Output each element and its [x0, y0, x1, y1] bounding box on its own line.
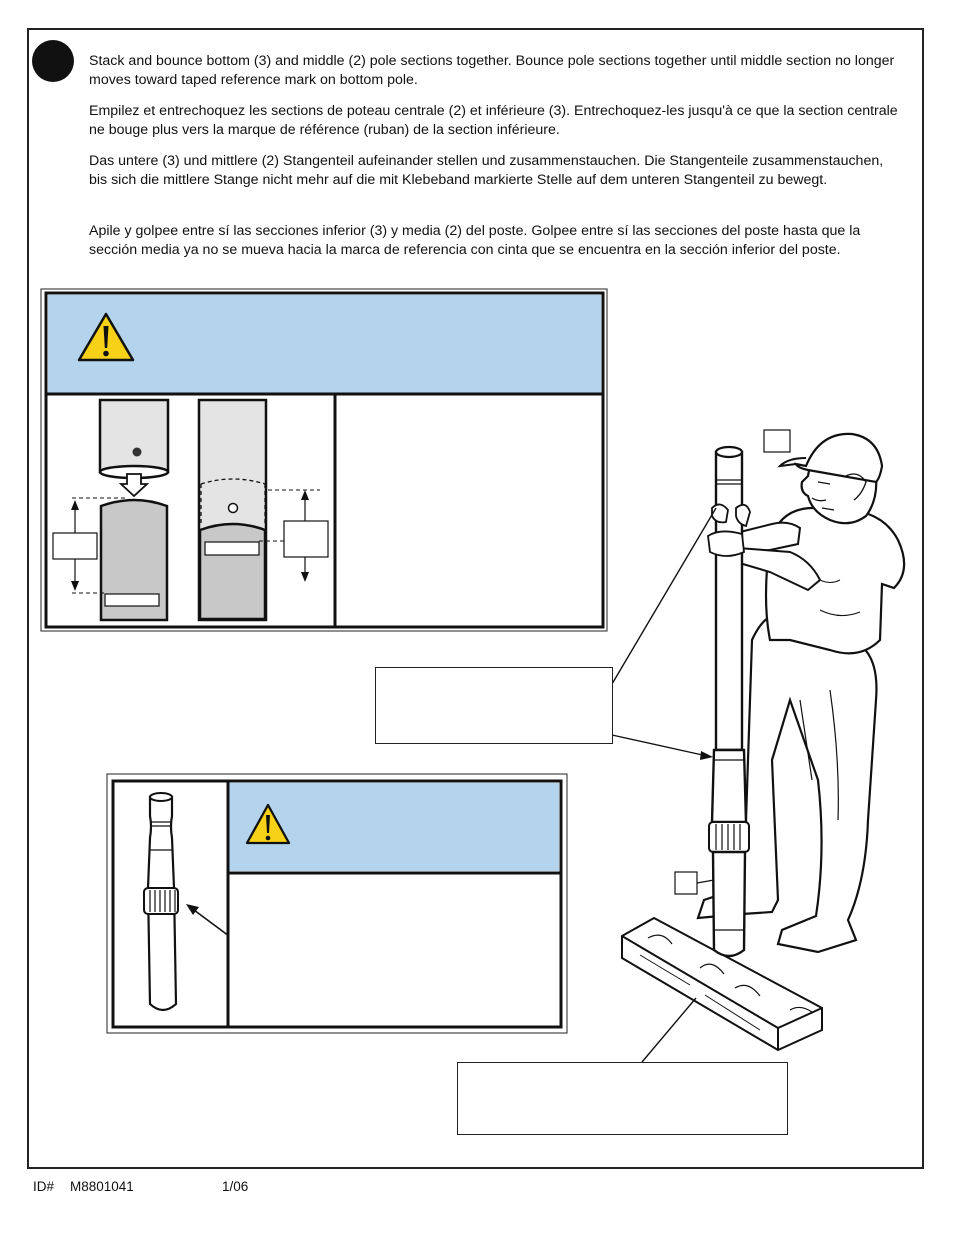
person-bouncing-pole-illustration: [612, 430, 904, 1062]
warning-header-panel: [48, 295, 601, 393]
callout-box-board: [457, 1062, 788, 1135]
footer-id-label: ID#: [33, 1179, 55, 1194]
instruction-german: Das untere (3) und mittlere (2) Stangenteil aufeinander stellen und zusammenstauchen. Die Stangenteile zusammenstauchen, bis sich die mittlere Stange nicht mehr auf die mit Klebeband markierte Stelle auf dem unteren Stangenteil zu bewegt.: [89, 153, 884, 188]
warning-box-1: [41, 289, 607, 631]
part-number-box-bottom: [675, 872, 697, 894]
callout-box-pole-joint: [375, 667, 613, 744]
instruction-french: Empilez et entrechoquez les sections de poteau centrale (2) et inférieure (3). Entrechoquez-les jusqu'à ce que la section centrale ne bouge plus vers la marque de référence (ruban) de la section inférieure.: [89, 103, 898, 138]
footer-date: 1/06: [222, 1179, 249, 1194]
part-number-box-top: [764, 430, 790, 452]
warning-box-2: [107, 774, 567, 1033]
instruction-english: Stack and bounce bottom (3) and middle (2) pole sections together. Bounce pole sections together until middle section no longer moves toward taped reference mark on bottom pole.: [89, 53, 895, 88]
instruction-spanish: Apile y golpee entre sí las secciones inferior (3) y media (2) del poste. Golpee entre sí las secciones del poste hasta que la sección media ya no se mueva hacia la marca de referencia con cinta que se encuentra en la sección inferior del poste.: [89, 223, 861, 258]
footer-id-number: M8801041: [70, 1179, 134, 1194]
